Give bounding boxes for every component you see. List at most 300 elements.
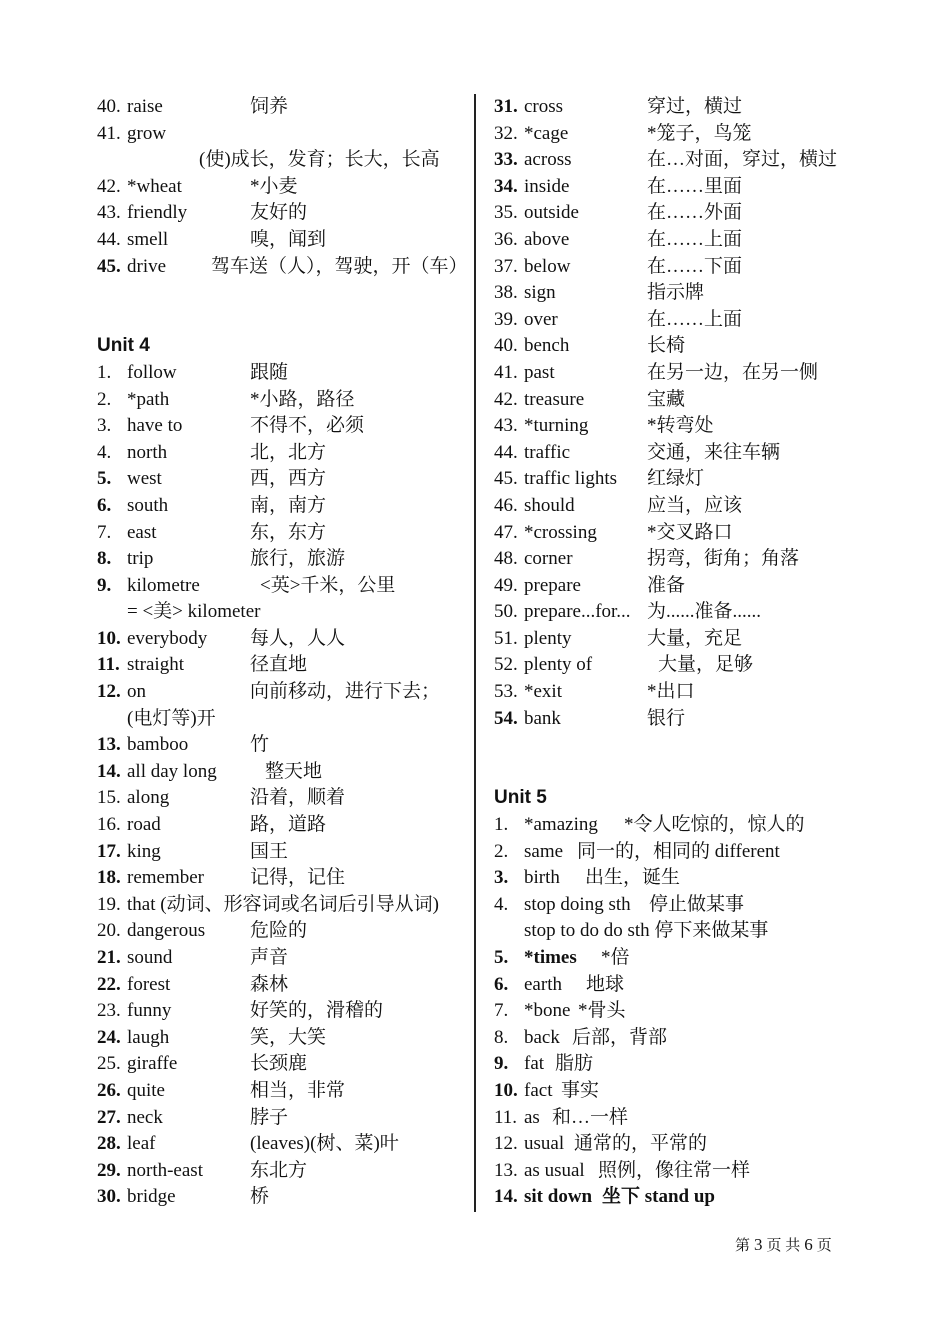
entry-word: neck <box>127 1106 163 1128</box>
entry-number: 54. <box>494 707 518 729</box>
column-divider <box>474 94 476 1212</box>
entry-word: bamboo <box>127 734 189 756</box>
entry-number: 2. <box>97 388 112 410</box>
entry-number: 20. <box>97 920 121 942</box>
entry-continuation: (使)成长，发育；长大，长高 <box>199 149 440 171</box>
entry-word: past <box>524 361 555 383</box>
vocab-entry <box>494 706 894 733</box>
page-footer <box>735 1234 832 1255</box>
entry-number: 29. <box>97 1159 121 1181</box>
vocab-entry <box>97 573 469 600</box>
entry-meaning: *倍 <box>601 947 630 968</box>
entry-number: 34. <box>494 175 518 197</box>
entry-meaning: 为......准备...... <box>647 601 762 623</box>
entry-number: 8. <box>97 548 112 570</box>
entry-number: 42. <box>494 388 518 410</box>
entry-number: 47. <box>494 521 518 543</box>
entry-number: 28. <box>97 1133 121 1155</box>
entry-number: 16. <box>97 814 121 836</box>
entry-meaning: *小麦 <box>250 175 298 197</box>
entry-meaning: 笑，大笑 <box>250 1026 327 1048</box>
entry-meaning: 径直地 <box>250 654 308 676</box>
entry-word: funny <box>127 1000 172 1022</box>
entry-meaning: 相当，非常 <box>250 1079 346 1101</box>
vocab-entry <box>97 1131 469 1158</box>
entry-number: 49. <box>494 574 518 596</box>
entry-word: cross <box>524 96 564 117</box>
entry-word: prepare <box>524 574 581 596</box>
entry-meaning: 不得不，必须 <box>250 415 365 437</box>
entry-word: south <box>127 494 169 516</box>
entry-word: west <box>127 468 162 490</box>
vocab-entry <box>494 387 894 414</box>
entry-meaning: 跟随 <box>250 361 289 383</box>
vocab-entry <box>97 972 469 999</box>
vocab-entry <box>97 759 469 786</box>
entry-meaning: 在……上面 <box>647 228 743 250</box>
vocab-entry <box>97 865 469 892</box>
entry-number: 4. <box>494 893 509 915</box>
entry-number: 46. <box>494 494 518 516</box>
entry-word: trip <box>127 548 154 570</box>
entry-meaning: 应当，应该 <box>647 494 743 516</box>
vocab-entry <box>494 945 894 972</box>
entry-number: 43. <box>494 415 518 437</box>
entry-meaning: *交叉路口 <box>647 521 733 543</box>
entry-word: usual <box>524 1133 565 1155</box>
entry-continuation: (电灯等)开 <box>127 707 216 729</box>
entry-number: 39. <box>494 308 518 330</box>
entry-meaning: 北，北方 <box>250 441 327 463</box>
entry-meaning: 穿过，横过 <box>647 96 743 117</box>
entry-number: 12. <box>494 1133 518 1155</box>
entry-meaning: 大量，充足 <box>647 627 743 649</box>
entry-number: 15. <box>97 787 121 809</box>
vocab-entry <box>494 865 894 892</box>
entry-meaning: <英>千米，公里 <box>260 574 396 596</box>
entry-number: 45. <box>494 468 518 490</box>
entry-number: 38. <box>494 282 518 304</box>
entry-word: leaf <box>127 1133 156 1155</box>
entry-word: east <box>127 521 157 543</box>
entry-number: 5. <box>494 947 509 968</box>
entry-meaning: 指示牌 <box>647 282 705 304</box>
entry-word: corner <box>524 548 573 570</box>
entry-number: 42. <box>97 175 121 197</box>
entry-meaning: 南，南方 <box>250 494 327 516</box>
entry-meaning: *出口 <box>647 681 695 703</box>
entry-meaning: 在……上面 <box>647 308 743 330</box>
entry-meaning: 同一的，相同的 different <box>577 840 780 862</box>
vocab-entry <box>97 892 469 919</box>
entry-word: all day long <box>127 760 217 782</box>
entry-word: fact <box>524 1079 553 1101</box>
entry-meaning: *转弯处 <box>647 415 714 437</box>
vocab-entry <box>494 493 894 520</box>
entry-meaning: *骨头 <box>578 1000 626 1022</box>
vocab-entry <box>97 121 469 148</box>
footer-total-pages: 6 <box>804 1235 813 1254</box>
vocab-entry <box>494 413 894 440</box>
entry-meaning: 照例，像往常一样 <box>598 1159 751 1181</box>
entry-meaning: 在……外面 <box>647 202 743 224</box>
entry-word: *turning <box>524 415 589 437</box>
entry-meaning: 东，东方 <box>250 521 327 543</box>
vocab-entry <box>97 174 469 201</box>
entry-meaning: 坐下 stand up <box>602 1186 715 1208</box>
entry-word: along <box>127 787 170 809</box>
vocab-entry <box>97 652 469 679</box>
entry-number: 6. <box>494 973 509 995</box>
entry-number: 13. <box>97 734 121 756</box>
entry-number: 9. <box>494 1053 509 1075</box>
entry-meaning: 银行 <box>647 707 686 729</box>
entry-word: bank <box>524 707 561 729</box>
entry-word: *exit <box>524 681 562 703</box>
entry-word: sit down <box>524 1186 593 1208</box>
entry-word: road <box>127 814 161 836</box>
vocab-entry <box>97 626 469 653</box>
entry-word: prepare...for... <box>524 601 631 623</box>
entry-number: 26. <box>97 1079 121 1101</box>
vocab-entry <box>97 945 469 972</box>
entry-meaning: 大量，足够 <box>658 654 754 676</box>
entry-word: *bone <box>524 1000 571 1022</box>
entry-word: dangerous <box>127 920 206 942</box>
entry-word: bridge <box>127 1186 176 1208</box>
vocab-entry <box>494 1131 894 1158</box>
entry-word: above <box>524 228 570 250</box>
entry-number: 11. <box>97 654 120 676</box>
footer-prefix: 第 <box>735 1238 751 1254</box>
vocab-entry <box>494 1051 894 1078</box>
entry-word: have to <box>127 415 183 437</box>
vocab-entry <box>97 1184 469 1211</box>
entry-word: drive <box>127 255 167 277</box>
entry-word: plenty <box>524 627 572 649</box>
entry-meaning: 出生，诞生 <box>585 867 681 889</box>
entry-number: 51. <box>494 627 518 649</box>
entry-meaning: 桥 <box>250 1186 270 1208</box>
entry-meaning: 红绿灯 <box>647 468 705 490</box>
entry-meaning: 长椅 <box>647 335 686 357</box>
entry-number: 33. <box>494 149 518 171</box>
entry-number: 36. <box>494 228 518 250</box>
unit-heading: Unit 5 <box>494 787 547 809</box>
entry-meaning: 在另一边，在另一侧 <box>647 361 819 383</box>
vocab-entry <box>97 440 469 467</box>
vocab-entry <box>97 1078 469 1105</box>
vocab-entry <box>494 440 894 467</box>
entry-number: 23. <box>97 1000 121 1022</box>
entry-word: north <box>127 441 168 463</box>
entry-word: friendly <box>127 202 188 224</box>
entry-word: smell <box>127 228 169 250</box>
entry-word: over <box>524 308 558 330</box>
entry-meaning: 森林 <box>250 973 289 995</box>
entry-meaning: 停止做某事 <box>649 893 745 915</box>
entry-word: kilometre <box>127 574 200 596</box>
entry-number: 50. <box>494 601 518 623</box>
vocab-entry <box>97 1105 469 1132</box>
entry-word: north-east <box>127 1159 203 1181</box>
vocab-entry <box>494 1078 894 1105</box>
entry-word: should <box>524 494 575 516</box>
entry-number: 25. <box>97 1053 121 1075</box>
entry-meaning: 准备 <box>647 574 686 596</box>
entry-word: forest <box>127 973 171 995</box>
entry-meaning: 国王 <box>250 840 289 862</box>
entry-meaning: 后部，背部 <box>572 1026 668 1048</box>
entry-number: 41. <box>494 361 518 383</box>
vocab-entry <box>494 227 894 254</box>
entry-meaning: (leaves)(树、菜)叶 <box>250 1133 399 1155</box>
entry-word: as <box>524 1106 540 1128</box>
entry-continuation: stop to do do sth 停下来做某事 <box>524 920 769 942</box>
vocab-entry <box>97 493 469 520</box>
vocab-entry <box>494 1184 894 1211</box>
entry-meaning: 友好的 <box>250 202 308 224</box>
entry-word: bench <box>524 335 570 357</box>
vocab-entry <box>97 679 469 706</box>
vocab-entry <box>494 333 894 360</box>
entry-number: 44. <box>494 441 518 463</box>
right-column <box>494 94 894 1211</box>
entry-meaning: 西，西方 <box>250 468 327 490</box>
entry-number: 17. <box>97 840 121 862</box>
entry-meaning: 记得，记住 <box>250 867 346 889</box>
entry-number: 11. <box>494 1106 518 1128</box>
entry-word: king <box>127 840 161 862</box>
entry-word: inside <box>524 175 570 197</box>
entry-word: *times <box>524 947 577 968</box>
footer-page-number: 3 <box>754 1235 763 1254</box>
unit-heading: Unit 4 <box>97 335 150 357</box>
entry-word: everybody <box>127 627 208 649</box>
vocab-entry <box>97 1051 469 1078</box>
vocab-entry <box>97 227 469 254</box>
spacer <box>97 280 469 333</box>
vocab-entry <box>97 254 469 281</box>
vocab-entry <box>494 972 894 999</box>
entry-number: 13. <box>494 1159 518 1181</box>
entry-continuation: = <美> kilometer <box>127 601 261 623</box>
entry-number: 12. <box>97 681 121 703</box>
entry-meaning: 脂肪 <box>555 1053 594 1075</box>
entry-number: 45. <box>97 255 121 277</box>
entry-word: traffic <box>524 441 571 463</box>
vocab-entry <box>97 998 469 1025</box>
vocab-entry <box>97 413 469 440</box>
vocab-entry <box>97 546 469 573</box>
entry-meaning: 拐弯，街角；角落 <box>647 548 800 570</box>
entry-word: plenty of <box>524 654 593 676</box>
footer-middle: 页 共 <box>766 1238 801 1254</box>
entry-word: stop doing sth <box>524 893 631 915</box>
vocab-entry <box>494 280 894 307</box>
vocab-entry <box>494 254 894 281</box>
vocab-entry <box>97 360 469 387</box>
entry-number: 21. <box>97 947 121 968</box>
vocab-entry <box>494 1105 894 1132</box>
entry-number: 52. <box>494 654 518 676</box>
entry-meaning: 整天地 <box>265 760 323 782</box>
entry-meaning: 在……里面 <box>647 175 743 197</box>
entry-number: 44. <box>97 228 121 250</box>
entry-number: 40. <box>494 335 518 357</box>
vocab-entry <box>97 387 469 414</box>
entry-meaning: 和…一样 <box>552 1106 629 1128</box>
vocab-entry <box>494 520 894 547</box>
entry-word: laugh <box>127 1026 170 1048</box>
vocab-entry <box>97 812 469 839</box>
vocab-entry <box>97 1158 469 1185</box>
vocab-entry <box>494 599 894 626</box>
entry-meaning: 声音 <box>250 947 289 968</box>
entry-number: 32. <box>494 122 518 144</box>
vocab-entry <box>494 679 894 706</box>
entry-meaning: 宝藏 <box>647 388 686 410</box>
entry-word: quite <box>127 1079 165 1101</box>
entry-word: fat <box>524 1053 545 1075</box>
vocab-entry <box>494 94 894 121</box>
entry-number: 1. <box>97 361 112 383</box>
vocab-entry <box>97 839 469 866</box>
entry-number: 27. <box>97 1106 121 1128</box>
entry-number: 31. <box>494 96 518 117</box>
entry-number: 40. <box>97 96 121 117</box>
entry-number: 3. <box>97 415 112 437</box>
entry-number: 14. <box>97 760 121 782</box>
vocab-entry <box>494 1025 894 1052</box>
entry-number: 7. <box>97 521 112 543</box>
spacer <box>494 732 894 785</box>
vocab-entry <box>97 520 469 547</box>
entry-meaning: 路，道路 <box>250 814 327 836</box>
entry-word: *cage <box>524 122 569 144</box>
vocab-entry <box>494 360 894 387</box>
entry-number: 35. <box>494 202 518 224</box>
vocab-entry <box>494 147 894 174</box>
entry-word: that (动词、形容词或名词后引导从词) <box>127 893 439 915</box>
footer-suffix: 页 <box>816 1238 832 1254</box>
vocab-entry <box>494 626 894 653</box>
entry-meaning: 东北方 <box>250 1159 308 1181</box>
entry-number: 8. <box>494 1026 509 1048</box>
vocab-entry <box>494 200 894 227</box>
entry-meaning: 地球 <box>586 973 625 995</box>
vocab-entry <box>494 892 894 919</box>
entry-number: 2. <box>494 840 509 862</box>
vocab-entry <box>97 200 469 227</box>
entry-meaning: 向前移动，进行下去； <box>250 681 441 703</box>
entry-meaning: 竹 <box>250 734 270 756</box>
entry-meaning: *笼子，鸟笼 <box>647 122 752 144</box>
entry-word: treasure <box>524 388 585 410</box>
entry-word: *wheat <box>127 175 182 197</box>
vocab-entry <box>494 1158 894 1185</box>
entry-word: sound <box>127 947 173 968</box>
entry-meaning: 饲养 <box>250 96 289 117</box>
entry-word: same <box>524 840 564 862</box>
entry-number: 37. <box>494 255 518 277</box>
entry-word: as usual <box>524 1159 585 1181</box>
vocab-entry <box>97 466 469 493</box>
entry-meaning: 长颈鹿 <box>250 1053 308 1075</box>
entry-meaning: 旅行，旅游 <box>250 548 346 570</box>
entry-word: follow <box>127 361 177 383</box>
entry-meaning: 好笑的，滑稽的 <box>250 1000 384 1022</box>
entry-word: *crossing <box>524 521 597 543</box>
entry-word: straight <box>127 654 184 676</box>
entry-word: back <box>524 1026 560 1048</box>
vocab-entry <box>494 546 894 573</box>
entry-word: on <box>127 681 146 703</box>
entry-meaning: 在…对面，穿过，横过 <box>647 149 838 171</box>
left-column <box>97 94 469 1211</box>
entry-word: traffic lights <box>524 468 618 490</box>
entry-word: grow <box>127 122 167 144</box>
entry-number: 43. <box>97 202 121 224</box>
entry-number: 7. <box>494 1000 509 1022</box>
entry-number: 6. <box>97 494 112 516</box>
entry-number: 1. <box>494 814 509 836</box>
entry-meaning: 事实 <box>561 1079 600 1101</box>
vocab-entry <box>494 652 894 679</box>
entry-meaning: 驾车送（人），驾驶，开（车） <box>211 255 468 277</box>
vocab-entry <box>494 307 894 334</box>
entry-word: raise <box>127 96 163 117</box>
vocab-entry <box>494 466 894 493</box>
entry-number: 18. <box>97 867 121 889</box>
entry-number: 48. <box>494 548 518 570</box>
entry-word: sign <box>524 282 556 304</box>
vocab-entry <box>494 839 894 866</box>
vocab-entry <box>494 121 894 148</box>
entry-number: 5. <box>97 468 112 490</box>
entry-word: below <box>524 255 571 277</box>
vocab-entry <box>97 94 469 121</box>
vocab-entry <box>97 785 469 812</box>
entry-number: 24. <box>97 1026 121 1048</box>
entry-number: 9. <box>97 574 112 596</box>
entry-word: across <box>524 149 572 171</box>
entry-number: 22. <box>97 973 121 995</box>
entry-number: 41. <box>97 122 121 144</box>
entry-meaning: 通常的，平常的 <box>574 1133 708 1155</box>
entry-meaning: 在……下面 <box>647 255 743 277</box>
entry-number: 14. <box>494 1186 518 1208</box>
vocab-entry <box>97 918 469 945</box>
entry-number: 19. <box>97 893 121 915</box>
entry-word: giraffe <box>127 1053 178 1075</box>
entry-meaning: 沿着，顺着 <box>250 787 346 809</box>
vocab-entry <box>494 812 894 839</box>
vocab-entry <box>97 1025 469 1052</box>
vocab-entry <box>97 732 469 759</box>
entry-number: 30. <box>97 1186 121 1208</box>
entry-number: 10. <box>494 1079 518 1101</box>
entry-word: remember <box>127 867 205 889</box>
entry-word: outside <box>524 202 579 224</box>
entry-meaning: 每人，人人 <box>250 627 346 649</box>
vocab-entry <box>494 573 894 600</box>
entry-meaning: 交通，来往车辆 <box>647 441 781 463</box>
entry-meaning: 脖子 <box>250 1106 289 1128</box>
vocab-entry <box>494 998 894 1025</box>
entry-word: *path <box>127 388 170 410</box>
entry-number: 3. <box>494 867 509 889</box>
